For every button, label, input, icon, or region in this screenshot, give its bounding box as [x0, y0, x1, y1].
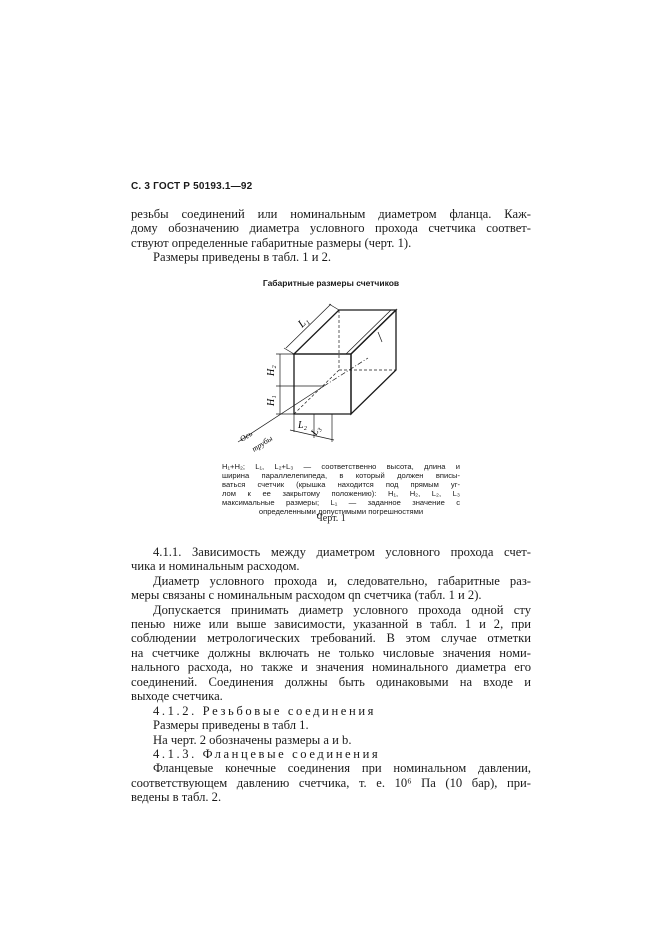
s413-line-1: Фланцевые конечные соединения при номинальном давлении,	[153, 761, 531, 776]
caption-line-5: максимальные размеры; L₁ — заданное значение с	[222, 498, 460, 507]
label-axis-2: трубы	[250, 433, 275, 454]
label-l2: L₂	[298, 420, 308, 431]
caption-line-1: H₁+H₂; L₁, L₂+L₃ — соответственно высота, длина и	[222, 462, 460, 471]
figure-title: Габаритные размеры счетчиков	[262, 278, 400, 288]
intro-sizes-ref: Размеры приведены в табл. 1 и 2.	[153, 250, 332, 265]
intro-line-2: дому обозначению диаметра условного прохода счетчика соответ-	[131, 221, 531, 236]
label-axis-1: Ось	[238, 429, 254, 444]
s411-p3-line-5: нального расхода, но также и значения номинального диаметра его	[131, 660, 531, 675]
box-front-face	[294, 354, 351, 414]
s411-p3-line-6: соединений. Соединения должны быть одинаковыми на входе и	[131, 674, 531, 689]
dim-line-l1	[286, 304, 331, 348]
s411-line-1: 4.1.1. Зависимость между диаметром условного прохода счет-	[153, 545, 531, 559]
s411-line-2: чика и номинальным расходом.	[131, 559, 300, 574]
page-header: С. 3 ГОСТ Р 50193.1—92	[131, 181, 253, 192]
s411-p3-line-4: на счетчике должны включать не только числовые значения номи-	[131, 645, 531, 660]
s411-p2-line-1: Диаметр условного прохода и, следовательно, габаритные раз-	[153, 573, 531, 588]
s412-line-2: На черт. 2 обозначены размеры a и b.	[153, 732, 352, 747]
s412-title: 4.1.2. Резьбовые соединения	[153, 704, 377, 718]
figure-caption	[222, 462, 460, 516]
s411-p3-line-7: выходе счетчика.	[131, 689, 223, 704]
caption-line-2: ширина параллелепипеда, в который должен вписы-	[222, 471, 460, 480]
label-h2: H₂	[266, 365, 277, 376]
s412-line-1: Размеры приведены в табл 1.	[153, 718, 309, 733]
box-top-face	[294, 310, 396, 354]
s411-p3-line-2: пенью ниже или выше зависимости, указанной в табл. 1 и 2, при	[131, 617, 531, 632]
box-dimension-drawing	[228, 290, 438, 460]
figure-number: Черт. 1	[316, 513, 346, 524]
intro-paragraph	[131, 207, 531, 265]
box-right-face	[351, 310, 396, 414]
caption-line-6: определенными допустимыми погрешностями	[258, 507, 424, 516]
s411-p2-line-2: меры связаны с номинальным расходом qn счетчика (табл. 1 и 2).	[131, 588, 482, 603]
label-h1: H₁	[266, 395, 277, 406]
s413-line-2: соответствующем давлению счетчика, т. е. 10⁶ Па (10 бар), при-	[131, 775, 531, 790]
s411-p3-line-1: Допускается принимать диаметр условного прохода одной сту	[153, 602, 531, 617]
intro-line-3: ствуют определенные габаритные размеры (черт. 1).	[131, 235, 412, 250]
s411-p3-line-3: соблюдении метрологических требований. В этом случае отметки	[131, 631, 531, 646]
label-l3: L₃	[309, 424, 324, 438]
s413-line-3: ведены в табл. 2.	[131, 790, 222, 805]
caption-line-4: лом к ее закрытому положению): H₁, H₂, L₂, L₃	[222, 489, 460, 498]
section-4-1-2	[131, 704, 531, 747]
intro-line-1: резьбы соединений или номинальным диаметром фланца. Каж-	[131, 207, 531, 221]
section-4-1-1	[131, 545, 531, 703]
s413-title: 4.1.3. Фланцевые соединения	[153, 747, 381, 761]
section-4-1-3	[131, 747, 531, 805]
caption-line-3: ваться счетчик (крышка находится под прямым уг-	[222, 480, 460, 489]
label-l1: L₁	[295, 314, 312, 331]
